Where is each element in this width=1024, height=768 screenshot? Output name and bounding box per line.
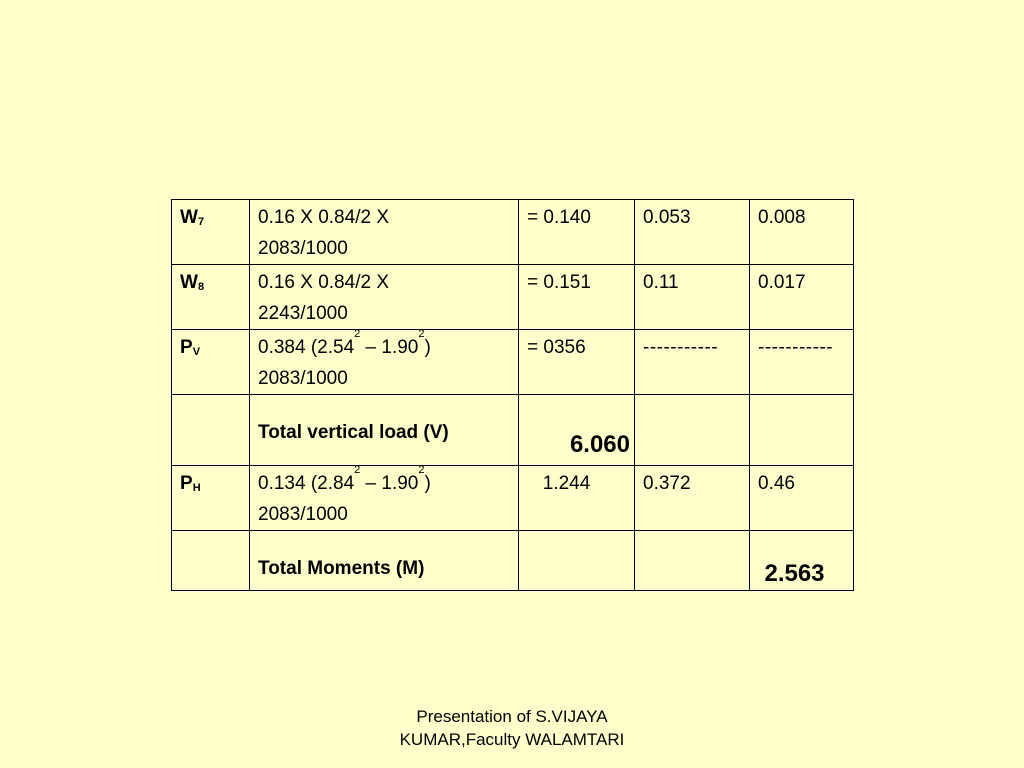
symbol: P	[180, 473, 193, 494]
exponent: 2	[418, 328, 425, 340]
table-row-pv	[172, 330, 854, 395]
empty-cell	[750, 395, 854, 466]
total-moments-cell	[750, 531, 854, 591]
calculation-table	[171, 199, 854, 591]
expression-line2: 2083/1000	[258, 368, 348, 389]
expression-line2: 2243/1000	[258, 303, 348, 324]
value-cell: = 0356	[519, 330, 635, 395]
table-row-total-vertical	[172, 395, 854, 466]
col4-cell: 0.053	[635, 200, 750, 265]
total-label-cell	[250, 395, 519, 466]
col5-cell: 0.46	[750, 466, 854, 531]
empty-cell	[172, 531, 250, 591]
total-moments-value: 2.563	[764, 560, 825, 587]
table-row-ph	[172, 466, 854, 531]
symbol-cell	[172, 200, 250, 265]
symbol: W	[180, 272, 198, 293]
total-value-cell	[519, 395, 635, 466]
exponent: 2	[354, 464, 361, 476]
expression-part-c: )	[424, 337, 431, 358]
col4-cell: -----------	[635, 330, 750, 395]
symbol: P	[180, 337, 193, 358]
expression-part-a: 0.134 (2.84	[258, 473, 355, 494]
total-vertical-label: Total vertical load (V)	[258, 422, 449, 443]
col5-cell: 0.017	[750, 265, 854, 330]
col5-cell: 0.008	[750, 200, 854, 265]
expression-cell	[250, 466, 519, 531]
expression-part-b: – 1.90	[360, 337, 419, 358]
footer-line2: KUMAR,Faculty WALAMTARI	[399, 730, 625, 749]
total-moments-label: Total Moments (M)	[258, 558, 425, 579]
empty-cell	[635, 395, 750, 466]
expression-cell	[250, 330, 519, 395]
exponent: 2	[418, 464, 425, 476]
expression-line2: 2083/1000	[258, 238, 348, 259]
value-cell: = 0.151	[519, 265, 635, 330]
expression-part-a: 0.384 (2.54	[258, 337, 355, 358]
empty-cell	[635, 531, 750, 591]
value-cell: = 0.140	[519, 200, 635, 265]
symbol-subscript: 7	[197, 216, 205, 228]
expression-line1: 0.16 X 0.84/2 X	[258, 272, 389, 293]
exponent: 2	[354, 328, 361, 340]
col5-cell: -----------	[750, 330, 854, 395]
table-row-total-moments	[172, 531, 854, 591]
col4-cell: 0.11	[635, 265, 750, 330]
total-vertical-value: 6.060	[569, 431, 630, 458]
value-cell: 1.244	[519, 466, 635, 531]
total-label-cell	[250, 531, 519, 591]
expression-cell	[250, 265, 519, 330]
expression-part-c: )	[424, 473, 431, 494]
empty-cell	[172, 395, 250, 466]
presenter-footer	[0, 705, 1024, 751]
footer-line1: Presentation of S.VIJAYA	[416, 707, 608, 726]
symbol-subscript: 8	[197, 281, 205, 293]
table-row-w7	[172, 200, 854, 265]
symbol-cell	[172, 330, 250, 395]
symbol-cell	[172, 265, 250, 330]
expression-line1: 0.16 X 0.84/2 X	[258, 207, 389, 228]
symbol-subscript: V	[192, 346, 201, 358]
expression-part-b: – 1.90	[360, 473, 419, 494]
expression-cell	[250, 200, 519, 265]
empty-cell	[519, 531, 635, 591]
col4-cell: 0.372	[635, 466, 750, 531]
table-row-w8	[172, 265, 854, 330]
symbol-subscript: H	[192, 482, 201, 494]
expression-line2: 2083/1000	[258, 504, 348, 525]
symbol-cell	[172, 466, 250, 531]
symbol: W	[180, 207, 198, 228]
